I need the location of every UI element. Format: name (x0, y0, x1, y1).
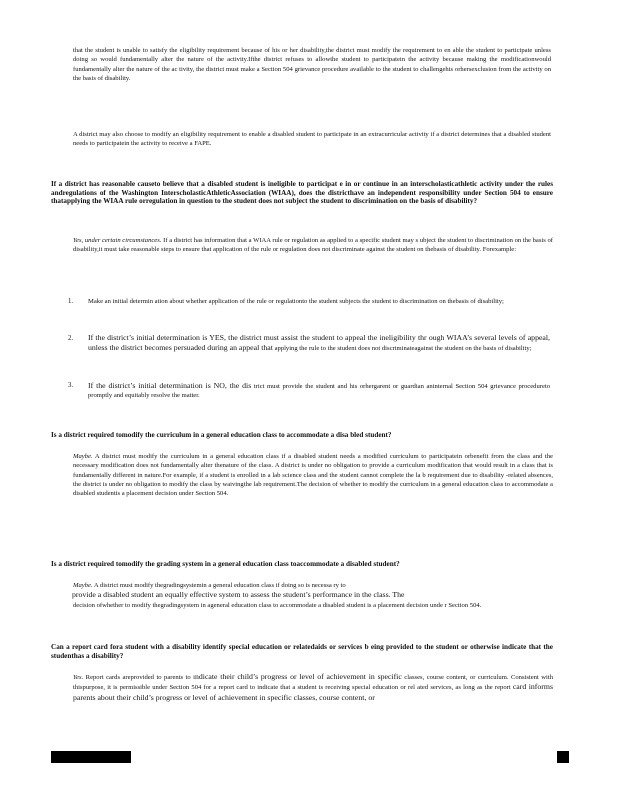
answer-body: ndicate their child’s progress or level of achievement in specific (195, 672, 402, 681)
answer-body: A district must modify thegradingsystemin a general education class if doing so is necessa ry to (92, 582, 346, 589)
answer-lead: Maybe. (73, 453, 93, 460)
answer-lead: Yes, under certain circumstances. (73, 237, 162, 244)
paragraph-extracurricular: A district may also choose to modify an eligibility requirement to enable a disabled student to participate in an extracurricular activity if a district determines that a disabled student needs to participatein the activity to receive a FAPE. (73, 131, 551, 148)
list-number: 3. (68, 382, 74, 389)
footer-bar (51, 751, 131, 763)
answer-body: provide a disabled student an equally effective system to assess the student’s performance in the class. The (72, 590, 405, 600)
answer-curriculum (73, 452, 553, 498)
paragraph-eligibility-modification: that the student is unable to satisfy the eligibility requirement because of his or her disability,the district must modify the requirement to en able the student to participate unless doing so would fundamentally alter the nature of the activity.Ifthe district refuses to allowthe student to participatein the activity because making the modificationwould fundamentally alter the nature of the ac tivity, the district must make a Section 504 grievance procedure available to the student to challengehis orhersexclusion from the activity on the basis of disability. (73, 47, 551, 82)
question-report-card: Can a report card fora student with a disability identify special education or relatedaids or services b eing provided to the student or otherwise indicate that the studenthas a disability? (51, 643, 553, 660)
list-item-text: If the district’s initial determination is YES, the district must assist the student to appeal the ineligibility thr ough WIAA’s several levels of appeal, unless the district becomes persuaded during an appeal that (88, 333, 550, 353)
answer-body: card informs parents about their child’s progress or level of achievement in specific classes, course content, or (73, 682, 553, 702)
answer-body: decision ofwhether to modify thegradingsystem in ageneral education class to accommodate a disabled student is a placement decision unde r Section 504. (73, 601, 482, 609)
question-grading-system: Is a district required tomodify the grading system in a general education class toaccommodate a disabled student? (51, 560, 400, 568)
answer-body: classes, course content, or curriculum. Consistent with thispurpose, it is permissible under Section 504 for a report card to indicate that a student is receiving special education or rel ated services, as long as the report (73, 674, 553, 692)
answer-body: If a district has information that a WIAA rule or regulation as applied to a specific student may s ubject the student to discrimination on the basis of disability,it must take reasonable steps to ensure that application of the rule or regulation does not discriminate against the student on thebasis of disability. Forexample: (73, 237, 553, 254)
answer-grading (73, 581, 553, 610)
list-number: 1. (68, 298, 74, 305)
answer-wiaa (73, 236, 553, 255)
question-wiaa-responsibility: If a district has reasonable causeto believe that a disabled student is ineligible to participat e in or continue in an interscholasticathletic activity under the rules andregulations of the Washington InterscholasticAthleticAssociation (WIAA), does the districthave an independent responsibility under Section 504 to ensure thatapplying the WIAA rule orregulation in question to the student does not subject the student to discrimination on the basis of disability? (51, 180, 553, 206)
answer-report-card (73, 672, 553, 703)
list-item-no-determination (88, 381, 550, 401)
list-number: 2. (68, 335, 74, 342)
list-item-text: trict must provide the student and his orhergarent or guardian aninternal Section 504 grievance procedureto promptly and equitably resolve the matter. (88, 383, 550, 400)
footer-square (557, 751, 569, 763)
list-item-initial-determination: Make an initial determin ation about whether application of the rule or regulationto the student subjects the student to discrimination on thebasis of disability; (88, 298, 504, 305)
list-item-text: applying the rule to the student does not discriminateagainst the student on the basis of disability; (274, 345, 532, 353)
list-item-text: If the district’s initial determination is NO, the dis (88, 381, 252, 390)
question-modify-curriculum: Is a district required tomodify the curriculum in a general education class to accommodate a disa bled student? (51, 431, 392, 439)
list-item-yes-determination (88, 333, 550, 354)
answer-body: . Report cards areprovided to parents to i (81, 674, 195, 681)
answer-lead: Maybe. (73, 582, 93, 589)
answer-body: A district must modify the curriculum in a general education class if a disabled student needs a modified curriculum to participatein orbenefit from the class and the necessary modification does not fundamentally alter thenature of the class. A district is under no obligation to provide a curriculum modification that would result in a class that is fundamentally different in nature.For example, if a student is enrolled in a lab science class and the student cannot complete the la b requirement due to disability -related absences, the district is under no obligation to modify the class by waivingthe lab requirement.The decision of whether to modify the curriculum in a general education class to accommodate a disabled studentis a placement decision under Section 504. (73, 453, 553, 498)
answer-lead: Yes (73, 674, 82, 681)
